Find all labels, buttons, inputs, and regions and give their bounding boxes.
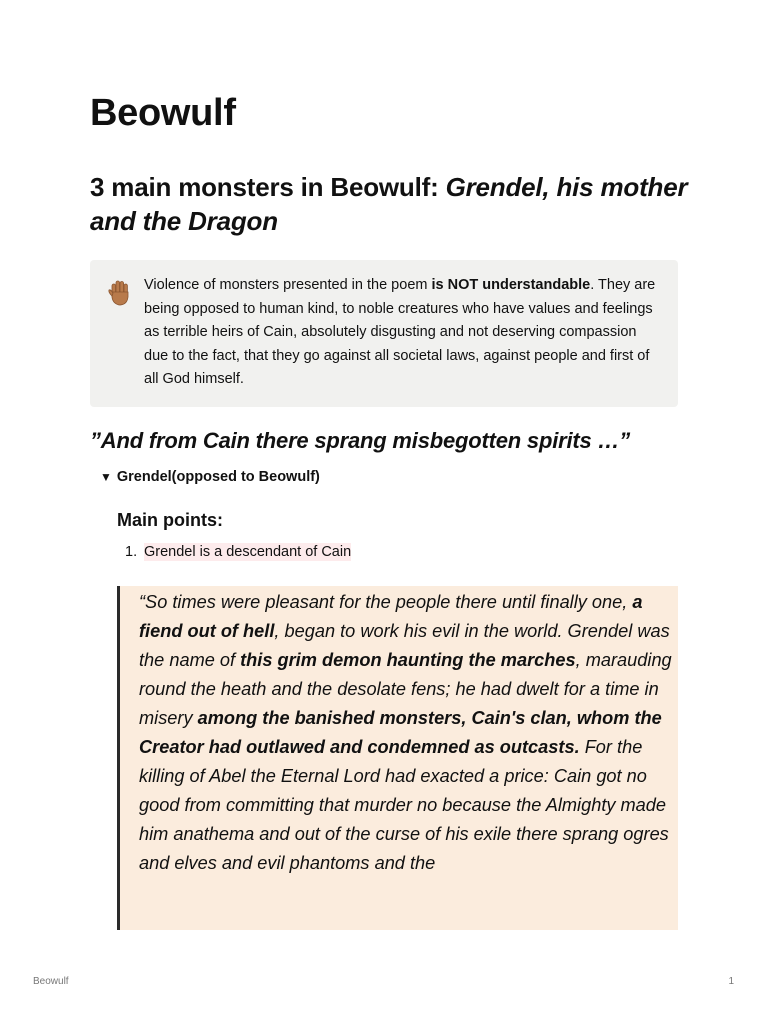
callout-block	[90, 260, 678, 407]
section-heading: ”And from Cain there sprang misbegotten spirits …”	[90, 428, 631, 453]
list-item-text: Grendel is a descendant of Cain	[144, 544, 352, 560]
list-item	[125, 544, 351, 560]
quote-text-bold: a fiend out of hell	[139, 592, 643, 641]
quote-block	[117, 586, 678, 930]
list-item-number: 1.	[125, 544, 138, 560]
callout-text-part: Violence of monsters presented in the poem	[144, 277, 432, 293]
callout-text	[144, 274, 660, 392]
quote-text-bold: among the banished monsters, Cain's clan, whom the Creator had outlawed and condemned as outcasts.	[139, 708, 662, 757]
quote-text-part: For the killing of Abel the Eternal Lord had exacted a price: Cain got no good from committing that murder no because the Almighty made him anathema and out of the curse of his exile there sprang ogres and elves and evil phantoms and the	[139, 737, 669, 873]
quote-text-part: , began to work his evil in the world. Grendel was the name of	[139, 621, 670, 670]
raised-hand-icon	[106, 278, 134, 308]
callout-text-part: . They are being opposed to human kind, to noble creatures who have values and feelings as terrible heirs of Cain, absolutely disgusting and not deserving compassion due to the fact, that they go against all societal laws, against people and first of all God himself.	[144, 277, 656, 387]
quote-text	[139, 588, 684, 878]
toggle-arrow-icon[interactable]: ▼	[100, 470, 112, 484]
main-heading	[90, 170, 690, 238]
main-heading-italic: Grendel, his mother and the Dragon	[90, 172, 688, 236]
quote-text-part: , marauding round the heath and the desolate fens; he had dwelt for a time in misery	[139, 650, 672, 728]
quote-text-part: “So times were pleasant for the people there until finally one,	[139, 592, 633, 612]
toggle-label: Grendel(opposed to Beowulf)	[116, 469, 320, 485]
main-points-heading: Main points:	[117, 510, 223, 530]
main-heading-plain: 3 main monsters in Beowulf:	[90, 172, 446, 202]
footer-title: Beowulf	[33, 976, 69, 987]
page-title: Beowulf	[90, 92, 236, 134]
callout-text-bold: is NOT understandable	[431, 277, 591, 293]
page-number: 1	[728, 976, 734, 987]
quote-text-bold: this grim demon haunting the marches	[240, 650, 576, 670]
toggle-grendel[interactable]	[100, 469, 320, 485]
